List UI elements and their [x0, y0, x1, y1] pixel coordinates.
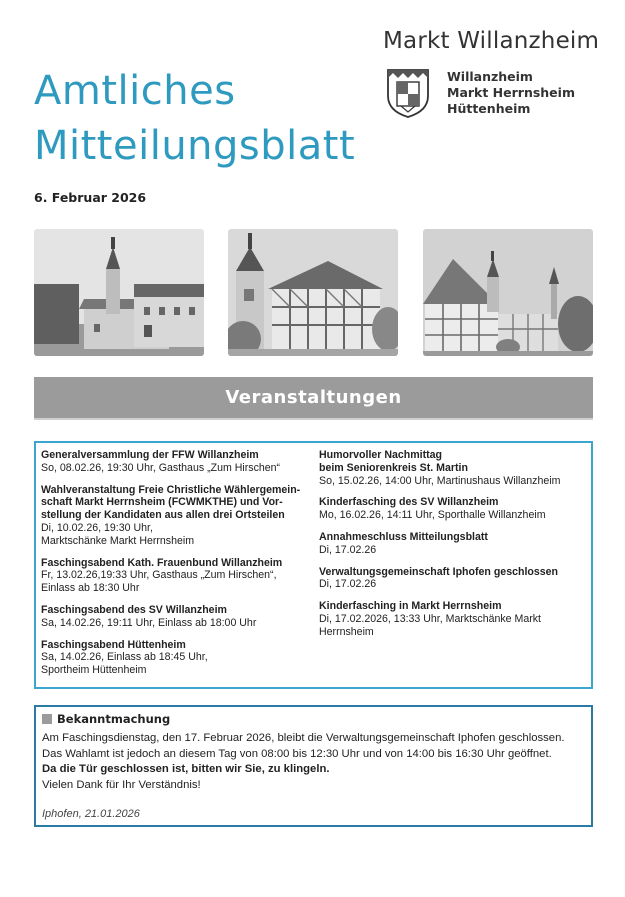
title-line: Amtliches [34, 68, 236, 114]
place-name: Willanzheim [447, 69, 533, 84]
notice-line: Am Faschingsdienstag, den 17. Februar 2026, bleibt die Verwaltungsgemeinschaft Iphofen geschlossen. [42, 732, 565, 744]
half-timbered-house-photo [423, 229, 593, 356]
event-details: Fr, 13.02.26,19:33 Uhr, Gasthaus „Zum Hirschen“, Einlass ab 18:30 Uhr [41, 569, 277, 595]
event-details: Di, 10.02.26, 19:30 Uhr, Marktschänke Markt Herrnsheim [41, 521, 195, 547]
square-bullet-icon [42, 714, 52, 724]
notice-box [34, 705, 593, 827]
notice-line: Vielen Dank für Ihr Verständnis! [42, 778, 201, 791]
event-item [41, 557, 309, 595]
issue-date: 6. Februar 2026 [34, 190, 147, 205]
events-column-left [41, 449, 309, 686]
notice-line: Das Wahlamt ist jedoch an diesem Tag von 08:00 bis 12:30 Uhr und von 14:00 bis 16:30 Uhr geöffnet. [42, 747, 552, 760]
event-details: Di, 17.02.2026, 13:33 Uhr, Marktschänke Markt Herrnsheim [319, 612, 541, 638]
event-details: Sa, 14.02.26, 19:11 Uhr, Einlass ab 18:00 Uhr [41, 616, 257, 629]
section-header [34, 377, 593, 420]
event-title: Faschingsabend des SV Willanzheim [41, 603, 227, 616]
event-title: Annahmeschluss Mitteilungsblatt [319, 530, 488, 543]
event-title: Generalversammlung der FFW Willanzheim [41, 449, 259, 461]
event-details: So, 15.02.26, 14:00 Uhr, Martinushaus Willanzheim [319, 474, 561, 487]
event-details: So, 08.02.26, 19:30 Uhr, Gasthaus „Zum Hirschen“ [41, 461, 281, 474]
places-list [447, 69, 575, 117]
event-title: Kinderfasching des SV Willanzheim [319, 496, 499, 509]
event-item [41, 449, 309, 475]
event-details: Di, 17.02.26 [319, 578, 377, 591]
event-title: Humorvoller Nachmittag beim Seniorenkreis St. Martin [319, 449, 468, 474]
event-item [41, 484, 309, 548]
newsletter-title [34, 64, 355, 174]
event-item [319, 531, 587, 557]
notice-body [42, 731, 590, 793]
events-box [34, 441, 593, 689]
notice-heading-text: Bekanntmachung [57, 712, 171, 726]
event-item [319, 600, 587, 638]
event-item [319, 449, 587, 487]
place-name: Hüttenheim [447, 101, 531, 116]
notice-line-emphasis: Da die Tür geschlossen ist, bitten wir Sie, zu klingeln. [42, 763, 330, 775]
event-details: Di, 17.02.26 [319, 543, 377, 556]
event-item [41, 604, 309, 630]
events-column-right [319, 449, 587, 648]
event-item [319, 566, 587, 592]
event-details: Mo, 16.02.26, 14:11 Uhr, Sporthalle Willanzheim [319, 509, 546, 522]
event-details: Sa, 14.02.26, Einlass ab 18:45 Uhr, Sportheim Hüttenheim [41, 651, 208, 677]
notice-heading [42, 712, 170, 726]
section-title: Veranstaltungen [225, 387, 402, 408]
event-title: Faschingsabend Hüttenheim [41, 638, 186, 651]
event-title: Verwaltungsgemeinschaft Iphofen geschlossen [319, 565, 559, 578]
event-title: Kinderfasching in Markt Herrnsheim [319, 600, 502, 613]
event-item [319, 496, 587, 522]
title-line: Mitteilungsblatt [34, 123, 356, 169]
church-tower-photo [34, 229, 204, 356]
half-timbered-town-hall-photo [228, 229, 398, 356]
place-name: Markt Herrnsheim [447, 85, 575, 100]
coat-of-arms-icon [386, 68, 430, 118]
notice-signature: Iphofen, 21.01.2026 [42, 808, 140, 820]
organization-name: Markt Willanzheim [383, 28, 600, 54]
event-item [41, 639, 309, 677]
event-title: Wahlveranstaltung Freie Christliche Wählergemein- schaft Markt Herrnsheim (FCWMKTHE) und Vor- stellung der Kandidaten aus allen drei Ortsteilen [41, 483, 301, 522]
event-title: Faschingsabend Kath. Frauenbund Willanzheim [41, 556, 283, 569]
